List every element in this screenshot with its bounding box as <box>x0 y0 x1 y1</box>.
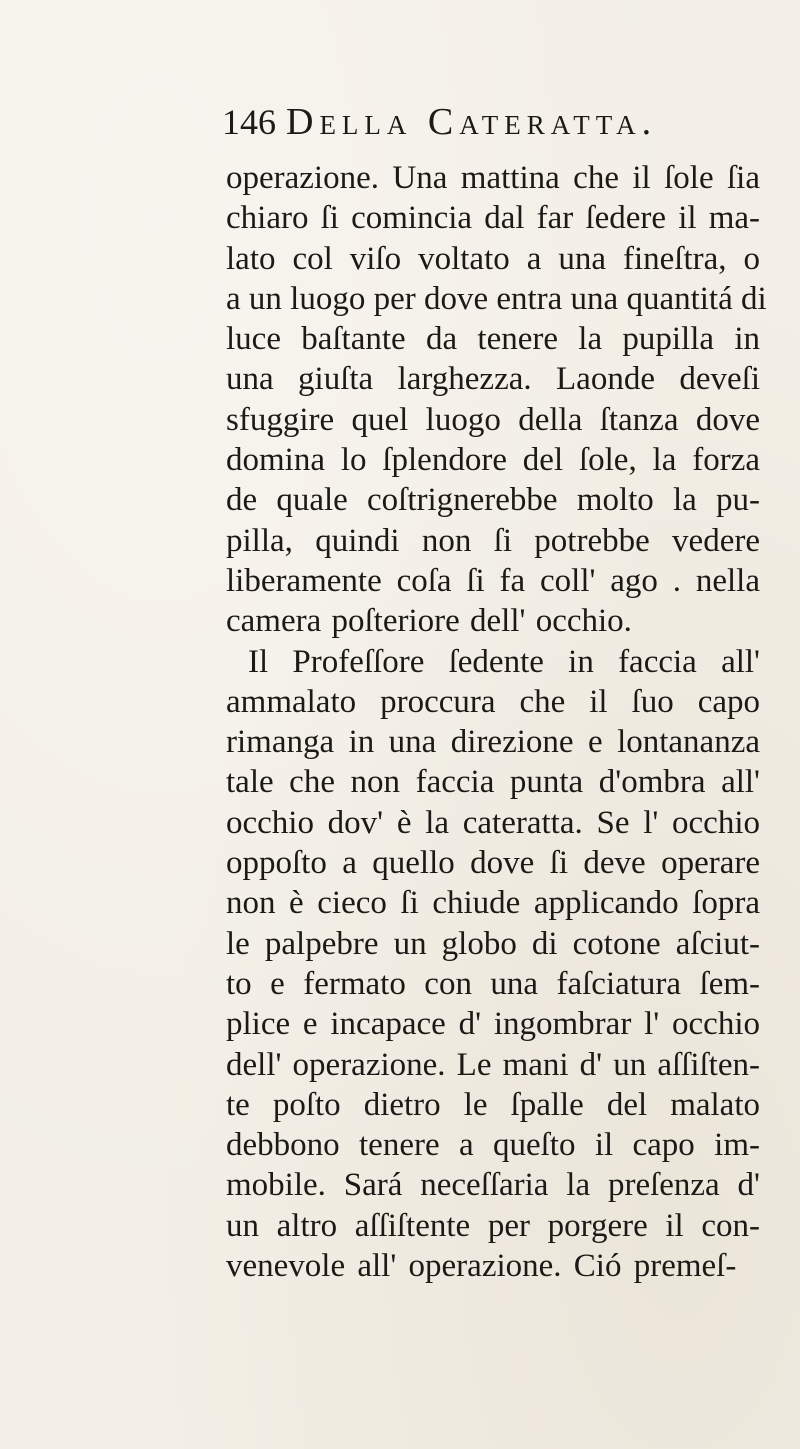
text-line: mobile. Sará neceſſaria la preſenza d' <box>226 1167 760 1204</box>
text-line: tale che non faccia punta d'ombra all' <box>226 764 760 801</box>
text-line: camera poſteriore dell' occhio. <box>226 603 632 640</box>
text-line: to e fermato con una faſciatura ſem- <box>226 965 760 1002</box>
text-line: le palpebre un globo di cotone aſciut- <box>226 925 760 962</box>
text-line: operazione. Una mattina che il ſole ſia <box>226 160 760 196</box>
page-header <box>222 100 682 152</box>
text-line: plice e incapace d' ingombrar l' occhio <box>226 1006 760 1043</box>
text-line: pilla, quindi non ſi potrebbe vedere <box>226 522 760 559</box>
text-line: sfuggire quel luogo della ſtanza dove <box>226 401 760 438</box>
text-line: domina lo ſplendore del ſole, la forza <box>226 442 760 479</box>
text-line: a un luogo per dove entra una quantitá di <box>226 280 767 317</box>
text-line: de quale coſtrignerebbe molto la pu- <box>226 482 760 519</box>
text-line: lato col viſo voltato a una fineſtra, o <box>226 240 760 277</box>
text-line: un altro aſſiſtente per porgere il con- <box>226 1207 760 1244</box>
text-line: occhio dov' è la cateratta. Se l' occhio <box>226 804 760 841</box>
text-line: dell' operazione. Le mani d' un aſſiſten- <box>226 1046 760 1083</box>
text-line: rimanga in una direzione e lontananza <box>226 724 760 761</box>
text-line: chiaro ſi comincia dal far ſedere il ma- <box>226 200 760 237</box>
text-line: ammalato proccura che il ſuo capo <box>226 683 760 720</box>
page-number: 146 <box>222 102 276 142</box>
text-line: te poſto dietro le ſpalle del malato <box>226 1086 760 1123</box>
text-line: Il Profeſſore ſedente in faccia all' <box>248 643 760 680</box>
text-line: venevole all' operazione. Ció premeſ- <box>226 1248 737 1285</box>
text-line: liberamente coſa ſi fa coll' ago . nella <box>226 562 760 599</box>
text-line: non è cieco ſi chiude applicando ſopra <box>226 885 760 922</box>
text-line: oppoſto a quello dove ſi deve operare <box>226 845 760 882</box>
text-line: una giuſta larghezza. Laonde deveſi <box>226 361 760 398</box>
body-text <box>226 158 767 1286</box>
text-line: debbono tenere a queſto il capo im- <box>226 1127 760 1164</box>
running-title: Della Cateratta. <box>286 101 658 143</box>
text-line: luce baſtante da tenere la pupilla in <box>226 321 760 358</box>
